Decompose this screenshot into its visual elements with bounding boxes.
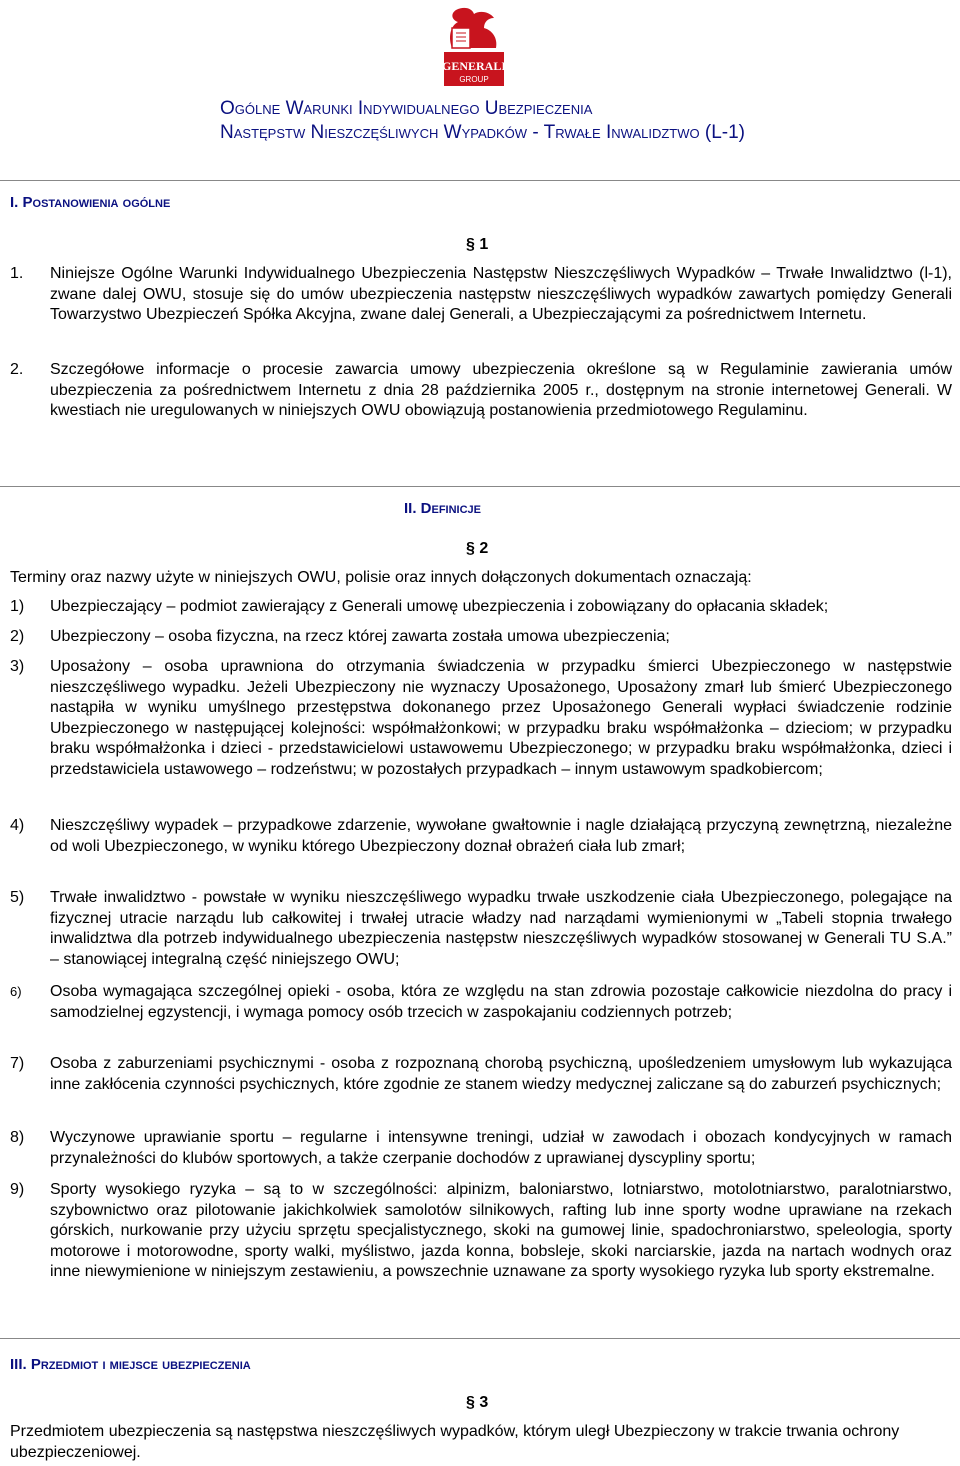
list-item xyxy=(10,816,952,878)
logo-subword: GROUP xyxy=(459,75,489,84)
item-number: 7) xyxy=(10,1055,25,1072)
list-item xyxy=(10,1128,952,1170)
item-number: 2. xyxy=(10,361,24,378)
item-text: Osoba wymagająca szczególnej opieki - osoba, która ze względu na stan zdrowia pozostaje całkowicie niezdolna do pracy i samodzielnej egzystencji, i wymaga pomocy osób trzecich w zaspokajaniu codziennych potrzeb; xyxy=(50,983,952,1021)
item-text: Uposażony – osoba uprawniona do otrzymania świadczenia w przypadku śmierci Ubezpieczonego w następstwie nieszczęśliwego wypadku. Jeżeli Ubezpieczony nie wyznaczy Uposażonego, Uposażony zmarł lub śmierć Ubezpieczonego nastąpiła w wyniku umyślnego przestępstwa dokonanego przez Uposażonego Generali wypłaci świadczenie rodzinie Ubezpieczonego w następującej kolejności: współmałżonkowi; w przypadku braku współmałżonka – dzieciom; w przypadku braku współmałżonka i dzieci - przedstawicielowi ustawowemu Ubezpieczonego; w przypadku braku współmałżonka, dzieci i przedstawiciela ustawowego – rodzeństwu; w pozostałych przypadkach – innym ustawowym spadkobiercom; xyxy=(50,658,952,778)
section-divider xyxy=(0,180,960,181)
item-number: 9) xyxy=(10,1181,25,1198)
item-number: 8) xyxy=(10,1129,25,1146)
item-text: Sporty wysokiego ryzyka – są to w szczególności: alpinizm, baloniarstwo, lotniarstwo, motolotniarstwo, paralotniarstwo, szybownictwo oraz pilotowanie jakichkolwiek samolotów silnikowych, rafting lub inne sporty wodne uprawiane na rzekach górskich, nurkowanie przy użyciu sprzętu specjalistycznego, skoki na gumowej linie, spadochroniarstwo, speleologia, sporty motorowe i motorowodne, sporty walki, myślistwo, jazda konna, bobsleje, skoki narciarskie, jazda na nartach wodnych oraz inne niewymienione w niniejszym zestawieniu, a powszechnie uznawane za sporty wysokiego ryzyka lub sporty ekstremalne. xyxy=(50,1181,952,1280)
list-item xyxy=(10,1054,952,1116)
item-text: Trwałe inwalidztwo - powstałe w wyniku nieszczęśliwego wypadku trwałe uszkodzenie ciała Ubezpieczonego, polegające na fizycznej utracie narządu lub całkowitej i trwałej utracie władzy nad narządami wymienionymi w „Tabeli stopnia trwałego inwalidztwa dla potrzeb indywidualnego ubezpieczenia następstw nieszczęśliwych wypadków stosowanej w Generali TU S.A.” – stanowiącej integralną część niniejszego OWU; xyxy=(50,889,952,968)
paragraph-mark: § 3 xyxy=(466,1394,489,1411)
item-number: 5) xyxy=(10,889,25,906)
item-text: Nieszczęśliwy wypadek – przypadkowe zdarzenie, wywołane gwałtownie i nagle działającą przyczyną zewnętrzną, niezależne od woli Ubezpieczonego, w wyniku którego Ubezpieczony doznał obrażeń ciała lub zmarł; xyxy=(50,817,952,855)
list-item xyxy=(10,360,952,444)
section-heading: III. Przedmiot i miejsce ubezpieczenia xyxy=(10,1356,251,1373)
item-text: Ubezpieczający – podmiot zawierający z Generali umowę ubezpieczenia i zobowiązany do opłacania składek; xyxy=(50,598,829,615)
list-item xyxy=(10,982,952,1044)
paragraph-mark: § 1 xyxy=(466,236,489,253)
item-text: Szczegółowe informacje o procesie zawarcia umowy ubezpieczenia określone są w Regulaminie zawierania umów ubezpieczenia za pośrednictwem Internetu z dnia 28 października 2005 r., dostępnym na stronie internetowej Generali. W kwestiach nie uregulowanych w niniejszych OWU obowiązują postanowienia przedmiotowego Regulaminu. xyxy=(50,361,952,419)
section-heading: II. Definicje xyxy=(404,500,482,517)
item-number: 3) xyxy=(10,658,25,675)
section-intro: Przedmiotem ubezpieczenia są następstwa nieszczęśliwych wypadków, którym uległ Ubezpieczony w trakcie trwania ochrony ubezpieczeniowej. xyxy=(10,1423,900,1461)
title-line-1: Ogólne Warunki Indywidualnego Ubezpieczenia xyxy=(220,98,593,119)
list-item xyxy=(10,627,952,649)
list-item xyxy=(10,657,952,802)
section-divider xyxy=(0,486,960,487)
title-line-2: Następstw Nieszczęśliwych Wypadków - Trwałe Inwalidztwo (L-1) xyxy=(220,122,746,143)
item-number: 2) xyxy=(10,628,25,645)
generali-logo xyxy=(438,6,510,88)
document-title xyxy=(220,97,920,145)
definitions-intro: Terminy oraz nazwy użyte w niniejszych OWU, polisie oraz innych dołączonych dokumentach oznaczają: xyxy=(10,569,752,586)
paragraph-mark: § 2 xyxy=(466,540,489,557)
list-item xyxy=(10,597,952,619)
item-number: 1. xyxy=(10,265,24,282)
list-item xyxy=(10,888,952,972)
item-number: 1) xyxy=(10,598,25,615)
section-heading: I. Postanowienia ogólne xyxy=(10,194,171,211)
section-divider xyxy=(0,1338,960,1339)
list-item xyxy=(10,264,952,348)
item-text: Osoba z zaburzeniami psychicznymi - osoba z rozpoznaną chorobą psychiczną, upośledzeniem umysłowym lub wykazująca inne zakłócenia czynności psychicznych, które zgodnie ze stanem wiedzy medycznej zaliczane są do zaburzeń psychicznych; xyxy=(50,1055,952,1093)
list-item xyxy=(10,1180,952,1305)
item-text: Ubezpieczony – osoba fizyczna, na rzecz której zawarta została umowa ubezpieczenia; xyxy=(50,628,670,645)
item-text: Niniejsze Ogólne Warunki Indywidualnego Ubezpieczenia Następstw Nieszczęśliwych Wypadków – Trwałe Inwalidztwo (l-1), zwane dalej OWU, stosuje się do umów ubezpieczenia następstw nieszczęśliwych wypadków zawartych pomiędzy Generali Towarzystwo Ubezpieczeń Spółka Akcyjna, zwane dalej Generali, a Ubezpieczającymi za pośrednictwem Internetu. xyxy=(50,265,952,323)
item-number: 4) xyxy=(10,817,25,834)
item-text: Wyczynowe uprawianie sportu – regularne i intensywne treningi, udział w zawodach i obozach kondycyjnych w ramach przynależności do klubów sportowych, a także czerpanie dochodów z uprawianej dyscypliny sportu; xyxy=(50,1129,952,1167)
item-number: 6) xyxy=(10,984,22,999)
logo-word: GENERALI xyxy=(441,59,507,73)
